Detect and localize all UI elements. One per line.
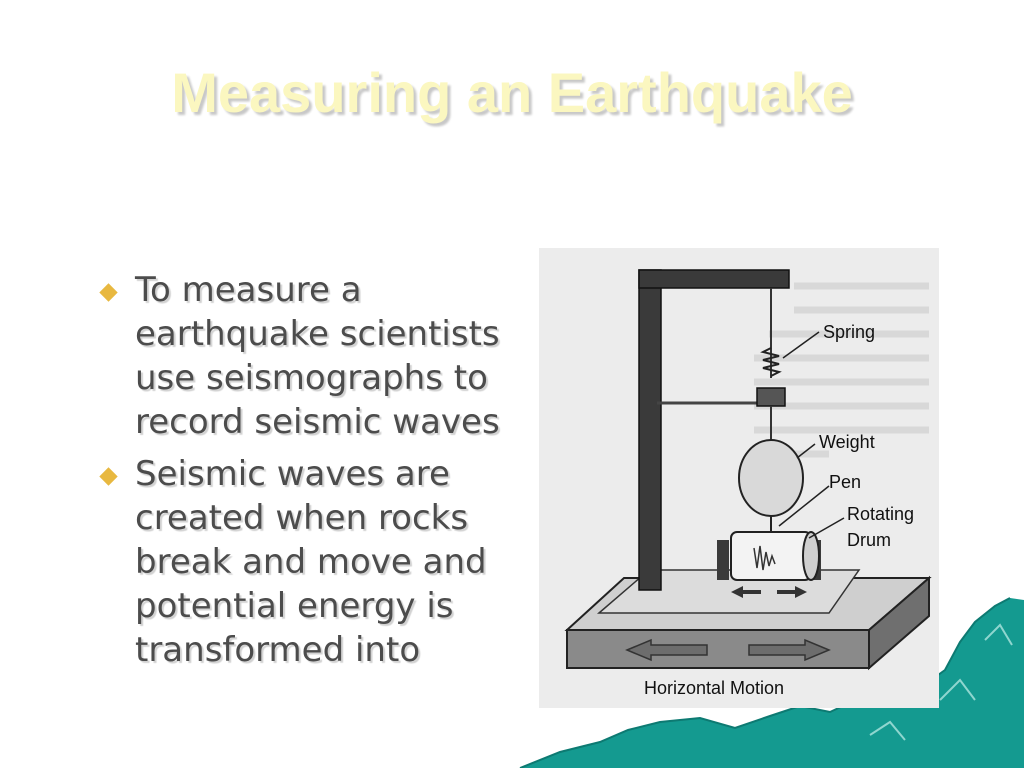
label-spring: Spring xyxy=(823,322,876,342)
background-text-lines xyxy=(754,286,929,454)
weight-ball xyxy=(739,440,803,516)
bullet-text: To measure a earthquake scientists use seismographs to record seismic waves xyxy=(135,270,500,442)
bullet-text: Seismic waves are created when rocks break and move and potential energy is transformed into xyxy=(135,454,487,670)
label-pen: Pen xyxy=(829,472,862,492)
rotating-drum xyxy=(717,532,821,580)
seismograph-diagram xyxy=(539,248,939,708)
label-rotating: Rotating xyxy=(847,504,915,524)
base-platform xyxy=(567,570,929,668)
seismograph-figure xyxy=(539,248,939,708)
slide-title: Measuring an Earthquake xyxy=(171,61,853,124)
caption-horizontal-motion: Horizontal Motion xyxy=(644,678,785,698)
label-drum: Drum xyxy=(847,530,891,550)
spring xyxy=(757,288,785,443)
label-weight: Weight xyxy=(819,432,875,452)
